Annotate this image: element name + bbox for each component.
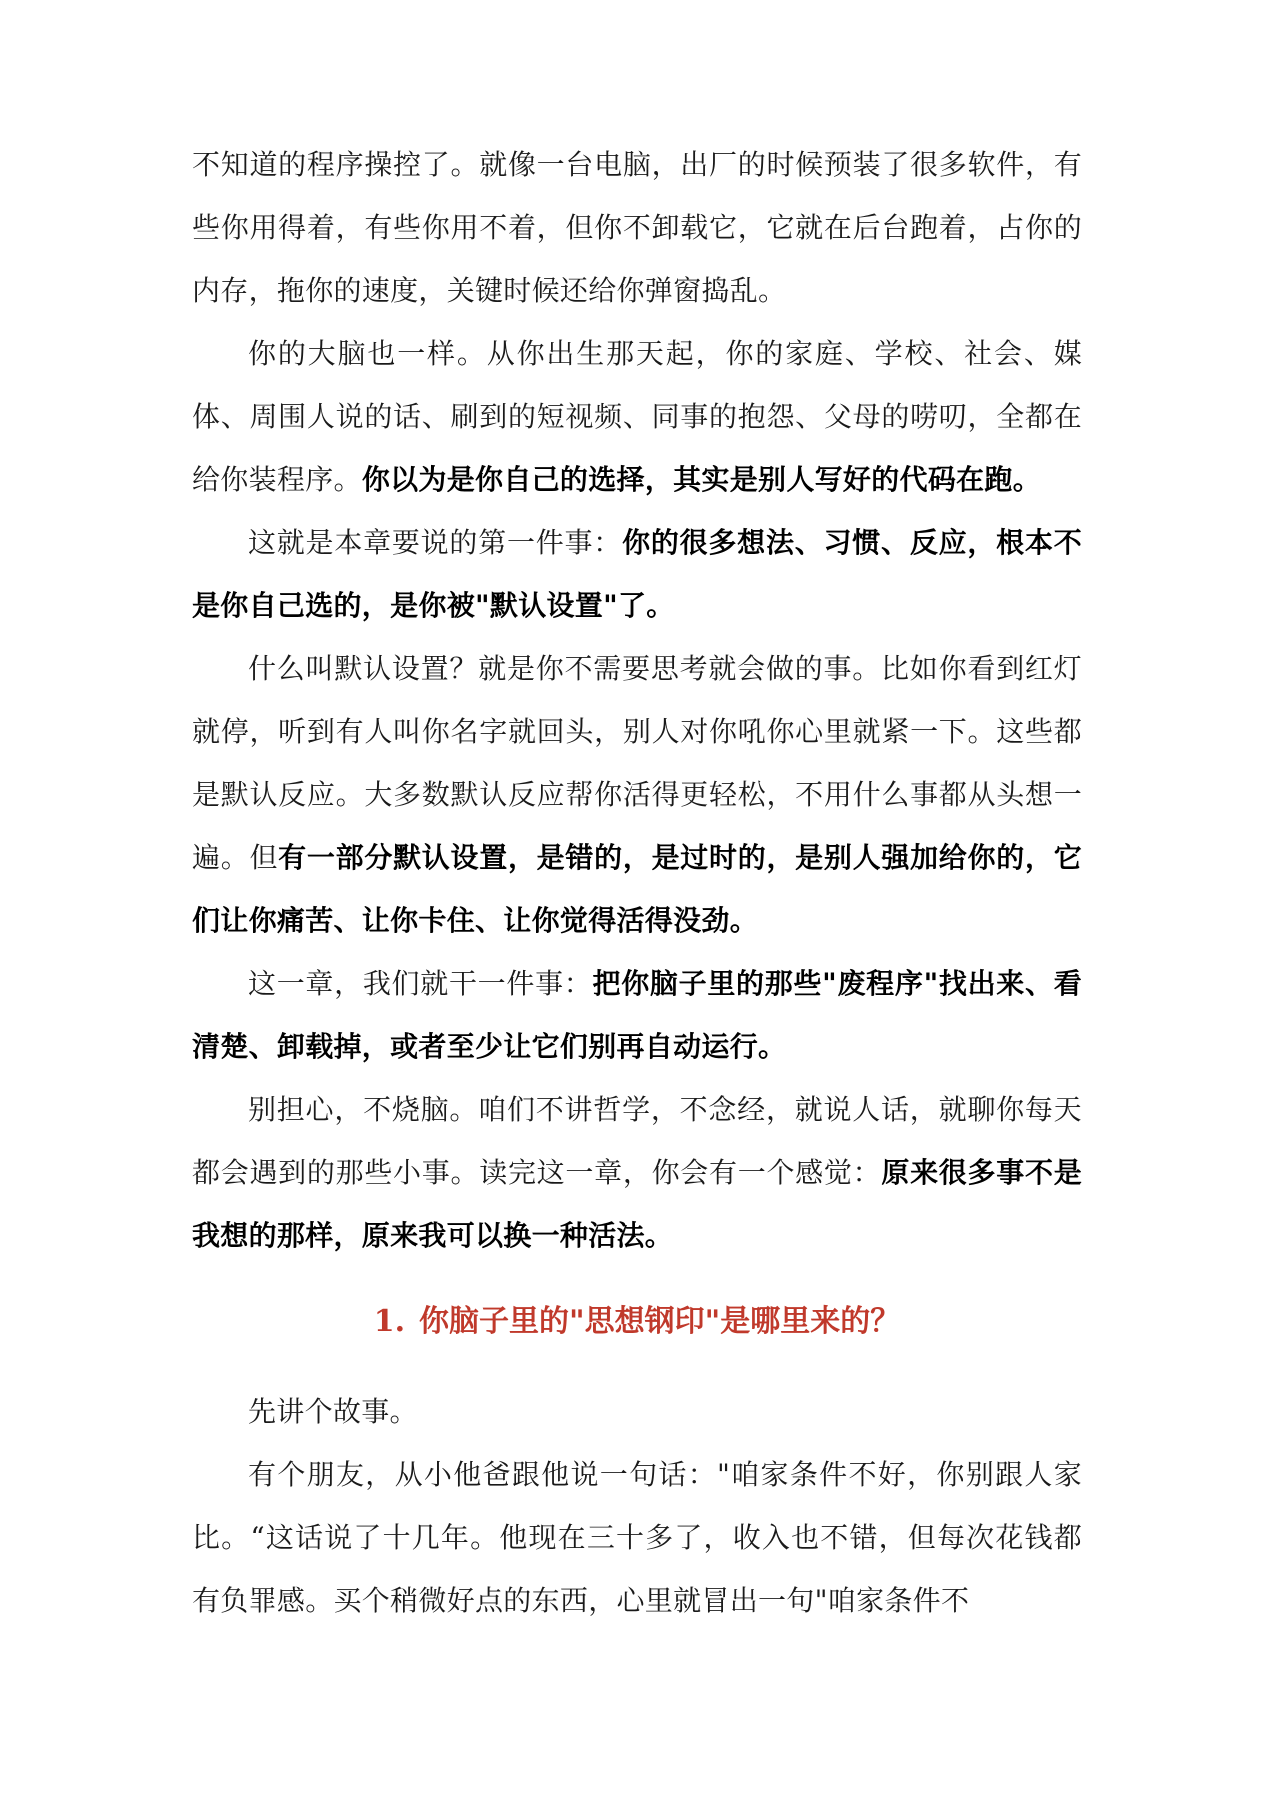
- bold-text: 把你脑子里的那些"废程序"找出来、看清楚、卸载掉，或者至少让它们别再自动运行。: [192, 967, 1083, 1063]
- paragraph: [192, 952, 1082, 1078]
- paragraph: [192, 1078, 1082, 1267]
- heading-number: 1.: [373, 1304, 406, 1339]
- paragraph: [192, 637, 1082, 952]
- body-text: 这一章，我们就干一件事：: [248, 967, 593, 1000]
- paragraph: [192, 1380, 1082, 1443]
- paragraph: [192, 1443, 1082, 1632]
- paragraph: [192, 511, 1082, 637]
- section-heading: [192, 1290, 1082, 1353]
- bold-text: 有一部分默认设置，是错的，是过时的，是别人强加给你的，它们让你痛苦、让你卡住、让你觉得活得没劲。: [192, 841, 1082, 937]
- body-text: 这就是本章要说的第一件事：: [248, 526, 623, 559]
- body-text: 不知道的程序操控了。就像一台电脑，出厂的时候预装了很多软件，有些你用得着，有些你用不着，但你不卸载它，它就在后台跑着，占你的内存，拖你的速度，关键时候还给你弹窗捣乱。: [192, 148, 1082, 307]
- bold-text: 原来很多事不是我想的那样，原来我可以换一种活法。: [192, 1156, 1082, 1252]
- body-text: 什么叫默认设置？就是你不需要思考就会做的事。比如你看到红灯就停，听到有人叫你名字就回头，别人对你吼你心里就紧一下。这些都是默认反应。大多数默认反应帮你活得更轻松，不用什么事都从头想一遍。但: [192, 652, 1082, 874]
- bold-text: 你以为是你自己的选择，其实是别人写好的代码在跑。: [361, 463, 1042, 496]
- heading-title: 你脑子里的"思想钢印"是哪里来的？: [419, 1304, 901, 1339]
- body-text: 先讲个故事。: [248, 1395, 418, 1428]
- paragraph: [192, 322, 1082, 511]
- bold-text: 你的很多想法、习惯、反应，根本不是你自己选的，是你被"默认设置"了。: [192, 526, 1082, 622]
- body-text-bottom: [192, 1380, 1082, 1632]
- body-text: 别担心，不烧脑。咱们不讲哲学，不念经，就说人话，就聊你每天都会遇到的那些小事。读完这一章，你会有一个感觉：: [192, 1093, 1082, 1189]
- body-text: 有个朋友，从小他爸跟他说一句话："咱家条件不好，你别跟人家比。“这话说了十几年。他现在三十多了，收入也不错，但每次花钱都有负罪感。买个稍微好点的东西，心里就冒出一句"咱家条件不: [192, 1458, 1082, 1617]
- body-text-top: [192, 133, 1082, 1267]
- body-text: 你的大脑也一样。从你出生那天起，你的家庭、学校、社会、媒体、周围人说的话、刷到的短视频、同事的抱怨、父母的唠叨，全都在给你装程序。: [192, 337, 1082, 496]
- paragraph: [192, 133, 1082, 322]
